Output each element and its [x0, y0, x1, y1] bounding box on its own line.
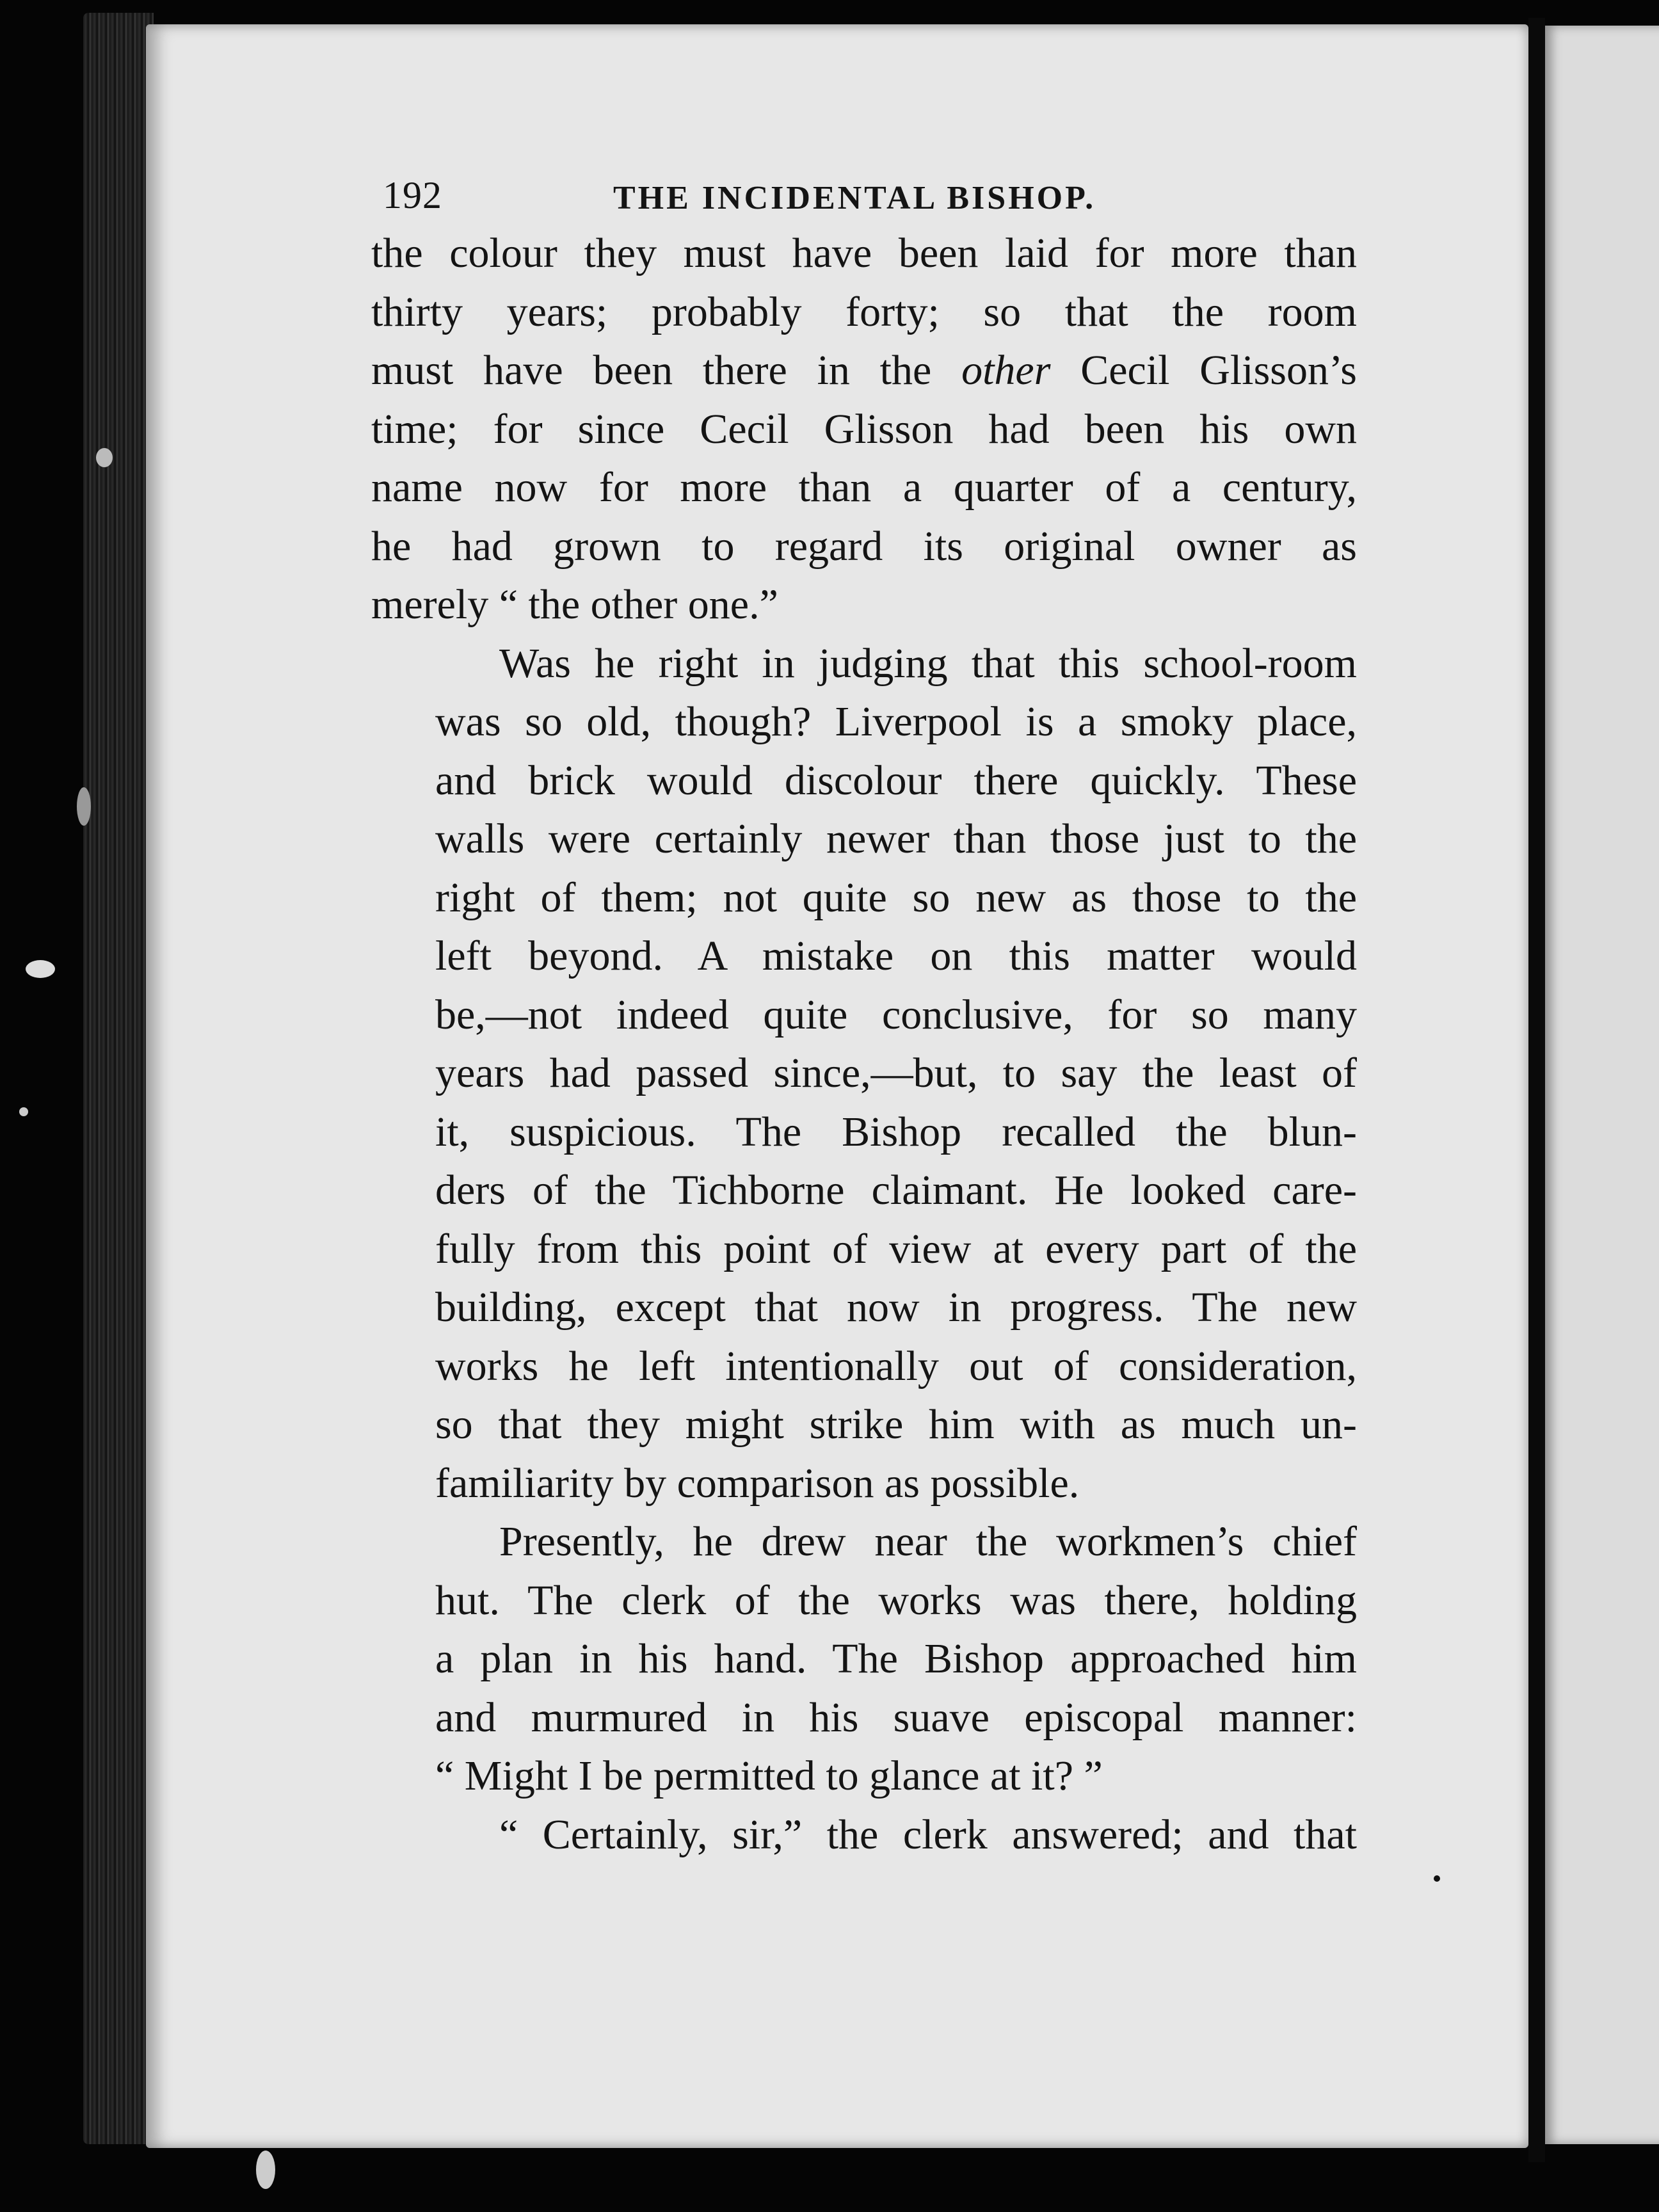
- book-page-edges: [83, 13, 154, 2144]
- text-line: “ Certainly, sir,” the clerk answered; and that: [499, 1811, 1357, 1858]
- text-line-with-italic: [371, 341, 1357, 400]
- running-title: THE INCIDENTAL BISHOP.: [613, 180, 1096, 216]
- text-line: was so old, though? Liverpool is a smoky place,: [435, 698, 1357, 745]
- book-gutter: [1528, 18, 1545, 2162]
- text-line: a plan in his hand. The Bishop approached him: [435, 1635, 1357, 1682]
- text-line: works he left intentionally out of consideration,: [435, 1342, 1357, 1390]
- text-line: merely “ the other one.”: [371, 581, 778, 628]
- scan-speck: [256, 2151, 275, 2189]
- italic-word: other: [961, 347, 1051, 394]
- text-line: time; for since Cecil Glisson had been his own: [371, 405, 1357, 453]
- text-line: “ Might I be permitted to glance at it? ”: [435, 1752, 1103, 1799]
- text-line: hut. The clerk of the works was there, holding: [435, 1576, 1357, 1624]
- paragraph-4: [371, 1806, 1357, 1864]
- scan-speck: [19, 1107, 28, 1116]
- paragraph-3: [371, 1512, 1357, 1806]
- text-line: name now for more than a quarter of a century,: [371, 464, 1357, 511]
- scan-speck: [26, 960, 55, 978]
- text-line: the colour they must have been laid for more than: [371, 230, 1357, 276]
- text-line: so that they might strike him with as much un-: [435, 1401, 1357, 1448]
- text-line: fully from this point of view at every part of the: [435, 1225, 1357, 1272]
- text-line: he had grown to regard its original owner as: [371, 522, 1357, 570]
- scan-speck: [96, 448, 113, 467]
- running-head: [371, 160, 1357, 224]
- text-line: Presently, he drew near the workmen’s chief: [499, 1518, 1357, 1565]
- text-line: right of them; not quite so new as those to the: [435, 874, 1357, 921]
- adjacent-page-edge: [1545, 26, 1659, 2144]
- text-line: left beyond. A mistake on this matter would: [435, 933, 1357, 979]
- text-line: be,—not indeed quite conclusive, for so many: [435, 991, 1357, 1038]
- text-line: walls were certainly newer than those just to the: [435, 815, 1357, 862]
- text-line: Was he right in judging that this school-room: [499, 639, 1357, 687]
- text-line: thirty years; probably forty; so that the room: [371, 288, 1357, 335]
- text-line: it, suspicious. The Bishop recalled the blun-: [435, 1108, 1357, 1155]
- text-line: years had passed since,—but, to say the least of: [435, 1050, 1357, 1096]
- text-line: ders of the Tichborne claimant. He looked care-: [435, 1167, 1357, 1214]
- page-number: 192: [383, 174, 442, 216]
- paragraph-2: [371, 634, 1357, 1513]
- page-text-block: [371, 160, 1357, 1864]
- paragraph-1: [371, 224, 1357, 634]
- text-line: and brick would discolour there quickly. These: [435, 757, 1357, 804]
- text-line: building, except that now in progress. The new: [435, 1284, 1357, 1331]
- text-line: familiarity by comparison as possible.: [435, 1459, 1080, 1507]
- scan-speck: [77, 787, 91, 826]
- text-fragment: Cecil Glisson’s: [1050, 347, 1357, 394]
- text-line: and murmured in his suave episcopal manner:: [435, 1694, 1357, 1741]
- scan-speck: [1434, 1875, 1440, 1882]
- text-fragment: must have been there in the: [371, 347, 962, 394]
